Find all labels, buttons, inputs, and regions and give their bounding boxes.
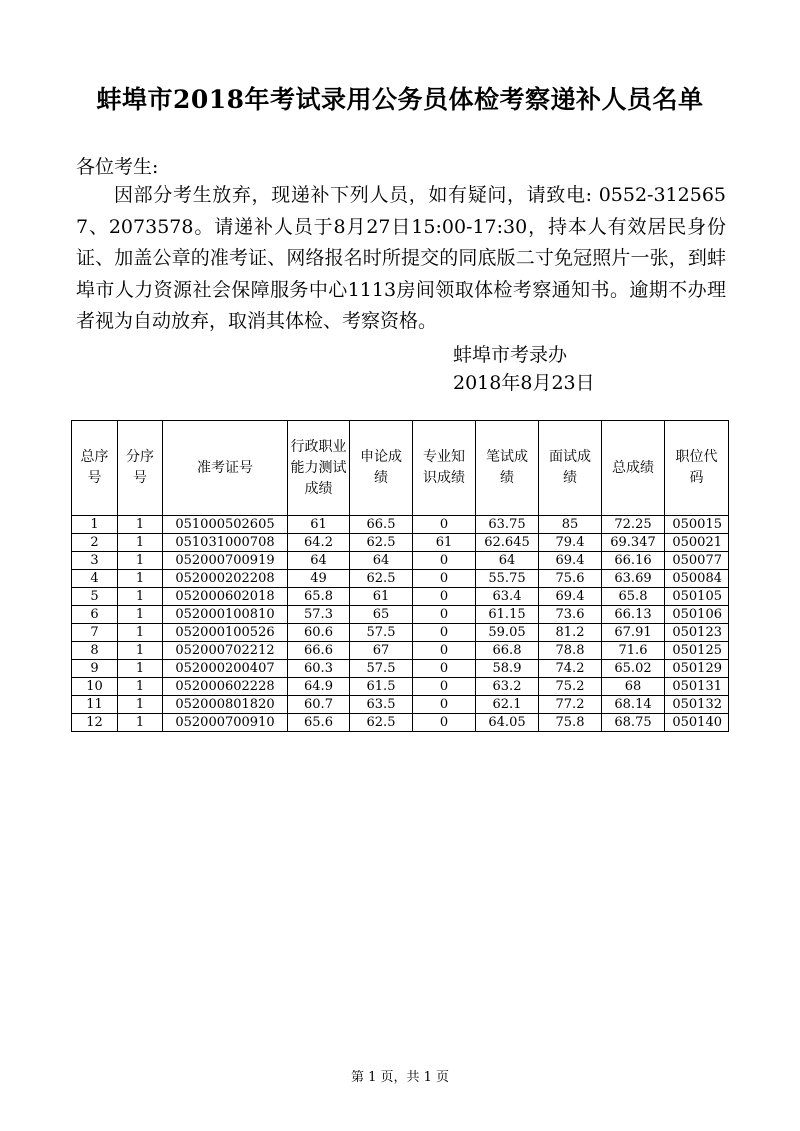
cell-exam-id: 052000100526 <box>163 624 288 642</box>
table-row <box>72 552 729 570</box>
table-row <box>72 660 729 678</box>
cell-total-seq: 6 <box>72 606 118 624</box>
cell-aptitude-score: 49 <box>288 570 350 588</box>
cell-aptitude-score: 64 <box>288 552 350 570</box>
cell-total-seq: 2 <box>72 534 118 552</box>
cell-aptitude-score: 66.6 <box>288 642 350 660</box>
cell-position-code: 050077 <box>665 552 729 570</box>
table-row <box>72 642 729 660</box>
cell-written-score: 61.15 <box>476 606 539 624</box>
cell-aptitude-score: 65.8 <box>288 588 350 606</box>
cell-aptitude-score: 64.9 <box>288 678 350 696</box>
cell-exam-id: 052000602228 <box>163 678 288 696</box>
cell-sub-seq: 1 <box>118 714 163 732</box>
cell-sub-seq: 1 <box>118 516 163 534</box>
cell-exam-id: 052000700919 <box>163 552 288 570</box>
cell-exam-id: 052000602018 <box>163 588 288 606</box>
cell-written-score: 66.8 <box>476 642 539 660</box>
cell-total-score: 65.8 <box>602 588 665 606</box>
cell-position-code: 050106 <box>665 606 729 624</box>
cell-sub-seq: 1 <box>118 696 163 714</box>
cell-sub-seq: 1 <box>118 570 163 588</box>
cell-aptitude-score: 60.7 <box>288 696 350 714</box>
notice-body: 因部分考生放弃，现递补下列人员，如有疑问，请致电: 0552-3125657、2073578。请递补人员于8月27日15:00-17:30，持本人有效居民身份证、加盖公章的准考证、网络报名时所提交的同底版二寸免冠照片一张，到蚌埠市人力资源社会保障服务中心1113房间领取体检考察通知书。逾期不办理者视为自动放弃，取消其体检、考察资格。 <box>76 184 726 332</box>
cell-sub-seq: 1 <box>118 678 163 696</box>
signer: 蚌埠市考录办 <box>453 344 568 366</box>
cell-essay-score: 66.5 <box>350 516 413 534</box>
cell-sub-seq: 1 <box>118 606 163 624</box>
sign-date: 2018年8月23日 <box>453 372 595 394</box>
table-row <box>72 714 729 732</box>
cell-interview-score: 69.4 <box>539 552 602 570</box>
cell-written-score: 58.9 <box>476 660 539 678</box>
cell-total-score: 65.02 <box>602 660 665 678</box>
header-written-score: 笔试成绩 <box>476 421 539 516</box>
header-total-score: 总成绩 <box>602 421 665 516</box>
cell-professional-score: 0 <box>413 570 476 588</box>
table-header-row <box>72 421 729 516</box>
header-position-code: 职位代码 <box>665 421 729 516</box>
cell-total-seq: 1 <box>72 516 118 534</box>
cell-position-code: 050125 <box>665 642 729 660</box>
cell-total-seq: 11 <box>72 696 118 714</box>
cell-total-score: 69.347 <box>602 534 665 552</box>
table-row <box>72 516 729 534</box>
cell-sub-seq: 1 <box>118 534 163 552</box>
header-essay-score: 申论成绩 <box>350 421 413 516</box>
cell-exam-id: 052000202208 <box>163 570 288 588</box>
cell-written-score: 55.75 <box>476 570 539 588</box>
cell-essay-score: 62.5 <box>350 714 413 732</box>
cell-sub-seq: 1 <box>118 660 163 678</box>
table-row <box>72 570 729 588</box>
cell-exam-id: 052000702212 <box>163 642 288 660</box>
cell-exam-id: 052000700910 <box>163 714 288 732</box>
cell-aptitude-score: 61 <box>288 516 350 534</box>
cell-position-code: 050084 <box>665 570 729 588</box>
cell-essay-score: 62.5 <box>350 570 413 588</box>
cell-total-seq: 7 <box>72 624 118 642</box>
cell-sub-seq: 1 <box>118 624 163 642</box>
cell-essay-score: 57.5 <box>350 660 413 678</box>
cell-interview-score: 69.4 <box>539 588 602 606</box>
cell-aptitude-score: 57.3 <box>288 606 350 624</box>
cell-professional-score: 0 <box>413 624 476 642</box>
cell-essay-score: 65 <box>350 606 413 624</box>
cell-interview-score: 75.2 <box>539 678 602 696</box>
header-aptitude-score: 行政职业能力测试成绩 <box>288 421 350 516</box>
cell-written-score: 62.645 <box>476 534 539 552</box>
table-row <box>72 588 729 606</box>
cell-aptitude-score: 65.6 <box>288 714 350 732</box>
cell-written-score: 63.75 <box>476 516 539 534</box>
cell-position-code: 050123 <box>665 624 729 642</box>
cell-total-score: 68.75 <box>602 714 665 732</box>
cell-professional-score: 0 <box>413 642 476 660</box>
cell-total-score: 67.91 <box>602 624 665 642</box>
cell-professional-score: 0 <box>413 660 476 678</box>
header-total-seq: 总序号 <box>72 421 118 516</box>
cell-total-score: 72.25 <box>602 516 665 534</box>
cell-exam-id: 052000100810 <box>163 606 288 624</box>
cell-written-score: 62.1 <box>476 696 539 714</box>
cell-total-seq: 4 <box>72 570 118 588</box>
cell-professional-score: 0 <box>413 552 476 570</box>
cell-position-code: 050132 <box>665 696 729 714</box>
cell-total-score: 63.69 <box>602 570 665 588</box>
header-interview-score: 面试成绩 <box>539 421 602 516</box>
header-professional-score: 专业知识成绩 <box>413 421 476 516</box>
cell-total-seq: 3 <box>72 552 118 570</box>
cell-professional-score: 0 <box>413 588 476 606</box>
cell-professional-score: 0 <box>413 678 476 696</box>
cell-position-code: 050021 <box>665 534 729 552</box>
cell-total-score: 66.16 <box>602 552 665 570</box>
table-row <box>72 696 729 714</box>
cell-total-seq: 12 <box>72 714 118 732</box>
cell-aptitude-score: 60.3 <box>288 660 350 678</box>
cell-interview-score: 78.8 <box>539 642 602 660</box>
cell-total-score: 71.6 <box>602 642 665 660</box>
cell-written-score: 64.05 <box>476 714 539 732</box>
cell-professional-score: 0 <box>413 714 476 732</box>
cell-interview-score: 85 <box>539 516 602 534</box>
cell-professional-score: 0 <box>413 696 476 714</box>
candidate-table <box>71 420 729 732</box>
table-row <box>72 624 729 642</box>
cell-total-score: 68.14 <box>602 696 665 714</box>
page-footer: 第 1 页，共 1 页 <box>350 1070 450 1085</box>
cell-essay-score: 57.5 <box>350 624 413 642</box>
cell-interview-score: 75.8 <box>539 714 602 732</box>
table-row <box>72 534 729 552</box>
cell-exam-id: 052000200407 <box>163 660 288 678</box>
cell-professional-score: 0 <box>413 606 476 624</box>
cell-interview-score: 74.2 <box>539 660 602 678</box>
cell-professional-score: 0 <box>413 516 476 534</box>
cell-essay-score: 61 <box>350 588 413 606</box>
cell-professional-score: 61 <box>413 534 476 552</box>
cell-aptitude-score: 64.2 <box>288 534 350 552</box>
cell-position-code: 050105 <box>665 588 729 606</box>
cell-sub-seq: 1 <box>118 552 163 570</box>
cell-position-code: 050131 <box>665 678 729 696</box>
cell-interview-score: 79.4 <box>539 534 602 552</box>
cell-total-score: 66.13 <box>602 606 665 624</box>
cell-essay-score: 62.5 <box>350 534 413 552</box>
cell-essay-score: 67 <box>350 642 413 660</box>
cell-sub-seq: 1 <box>118 588 163 606</box>
cell-position-code: 050140 <box>665 714 729 732</box>
cell-position-code: 050015 <box>665 516 729 534</box>
cell-exam-id: 051000502605 <box>163 516 288 534</box>
cell-total-seq: 5 <box>72 588 118 606</box>
cell-interview-score: 75.6 <box>539 570 602 588</box>
cell-interview-score: 73.6 <box>539 606 602 624</box>
cell-interview-score: 81.2 <box>539 624 602 642</box>
header-sub-seq: 分序号 <box>118 421 163 516</box>
cell-aptitude-score: 60.6 <box>288 624 350 642</box>
cell-total-seq: 10 <box>72 678 118 696</box>
cell-written-score: 59.05 <box>476 624 539 642</box>
cell-total-seq: 8 <box>72 642 118 660</box>
greeting: 各位考生: <box>76 156 159 178</box>
cell-total-seq: 9 <box>72 660 118 678</box>
cell-exam-id: 051031000708 <box>163 534 288 552</box>
cell-total-score: 68 <box>602 678 665 696</box>
cell-essay-score: 61.5 <box>350 678 413 696</box>
cell-sub-seq: 1 <box>118 642 163 660</box>
cell-essay-score: 63.5 <box>350 696 413 714</box>
document-title: 蚌埠市2018年考试录用公务员体检考察递补人员名单 <box>96 85 704 114</box>
cell-exam-id: 052000801820 <box>163 696 288 714</box>
cell-written-score: 63.2 <box>476 678 539 696</box>
table-row <box>72 678 729 696</box>
cell-interview-score: 77.2 <box>539 696 602 714</box>
cell-written-score: 64 <box>476 552 539 570</box>
cell-position-code: 050129 <box>665 660 729 678</box>
cell-written-score: 63.4 <box>476 588 539 606</box>
cell-essay-score: 64 <box>350 552 413 570</box>
table-row <box>72 606 729 624</box>
header-exam-id: 准考证号 <box>163 421 288 516</box>
